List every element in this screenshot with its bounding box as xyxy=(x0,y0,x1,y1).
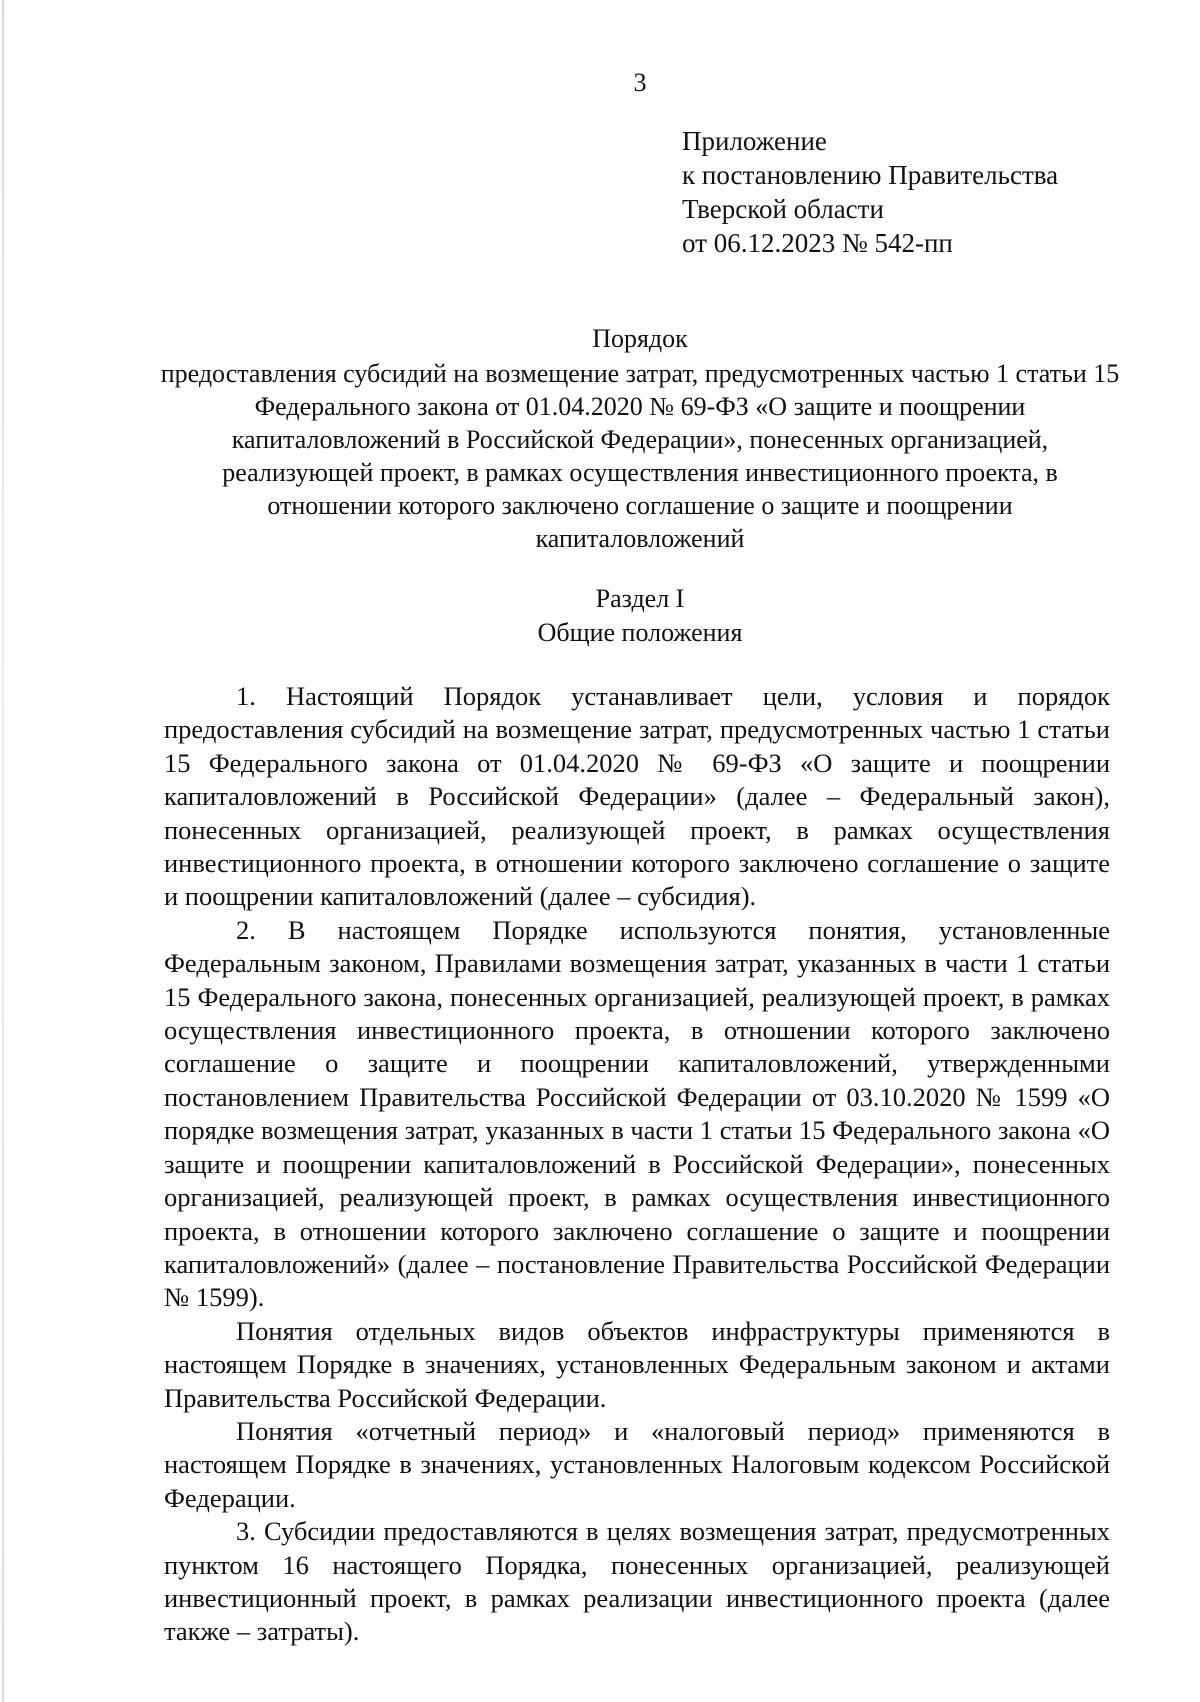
section-heading xyxy=(160,582,1120,650)
paragraph-4: Понятия «отчетный период» и «налоговый период» применяются в настоящем Порядке в значениях, установленных Налоговым кодексом Российской Федерации. xyxy=(164,1415,1110,1513)
document-subtitle: предоставления субсидий на возмещение затрат, предусмотренных частью 1 статьи 15 Федерального закона от 01.04.2020 № 69-ФЗ «О защите и поощрении капиталовложений в Российской Федерации», понесенных организацией, реализующей проект, в рамках осуществления инвестиционного проекта, в отношении которого заключено соглашение о защите и поощрении капиталовложений xyxy=(160,359,1120,553)
appendix-line-2: к постановлению Правительства xyxy=(682,160,1059,190)
paragraph-1: 1. Настоящий Порядок устанавливает цели, условия и порядок предоставления субсидий на возмещение затрат, предусмотренных частью 1 статьи 15 Федерального закона от 01.04.2020 № 69-ФЗ «О защите и поощрении капиталовложений в Российской Федерации» (далее – Федеральный закон), понесенных организацией, реализующей проект, в рамках осуществления инвестиционного проекта, в отношении которого заключено соглашение о защите и поощрении капиталовложений (далее – субсидия). xyxy=(164,681,1110,912)
appendix-line-1: Приложение xyxy=(682,126,827,156)
paragraph-3: Понятия отдельных видов объектов инфраструктуры применяются в настоящем Порядке в значениях, установленных Федеральным законом и актами Правительства Российской Федерации. xyxy=(164,1315,1110,1413)
section-title: Общие положения xyxy=(537,618,743,647)
appendix-block xyxy=(682,124,1058,260)
paragraph-2: 2. В настоящем Порядке используются понятия, установленные Федеральным законом, Правилами возмещения затрат, указанных в части 1 статьи 15 Федерального закона, понесенных организацией, реализующей проект, в рамках осуществления инвестиционного проекта, в отношении которого заключено соглашение о защите и поощрении капиталовложений, утвержденными постановлением Правительства Российской Федерации от 03.10.2020 № 1599 «О порядке возмещения затрат, указанных в части 1 статьи 15 Федерального закона «О защите и поощрении капиталовложений в Российской Федерации», понесенных организацией, реализующей проект, в рамках осуществления инвестиционного проекта, в отношении которого заключено соглашение о защите и поощрении капиталовложений» (далее – постановление Правительства Российской Федерации № 1599). xyxy=(164,914,1110,1313)
appendix-line-3: Тверской области xyxy=(682,194,884,224)
paragraph-5: 3. Субсидии предоставляются в целях возмещения затрат, предусмотренных пунктом 16 настоящего Порядка, понесенных организацией, реализующей инвестиционный проект, в рамках реализации инвестиционного проекта (далее также – затраты). xyxy=(164,1516,1110,1647)
appendix-line-4: от 06.12.2023 № 542-пп xyxy=(682,228,953,258)
document-title: Порядок xyxy=(592,324,688,353)
body-text xyxy=(164,680,1110,1649)
section-number: Раздел I xyxy=(595,584,685,613)
document-heading xyxy=(160,322,1120,555)
page-number: 3 xyxy=(633,68,647,97)
scan-edge xyxy=(2,0,4,1702)
